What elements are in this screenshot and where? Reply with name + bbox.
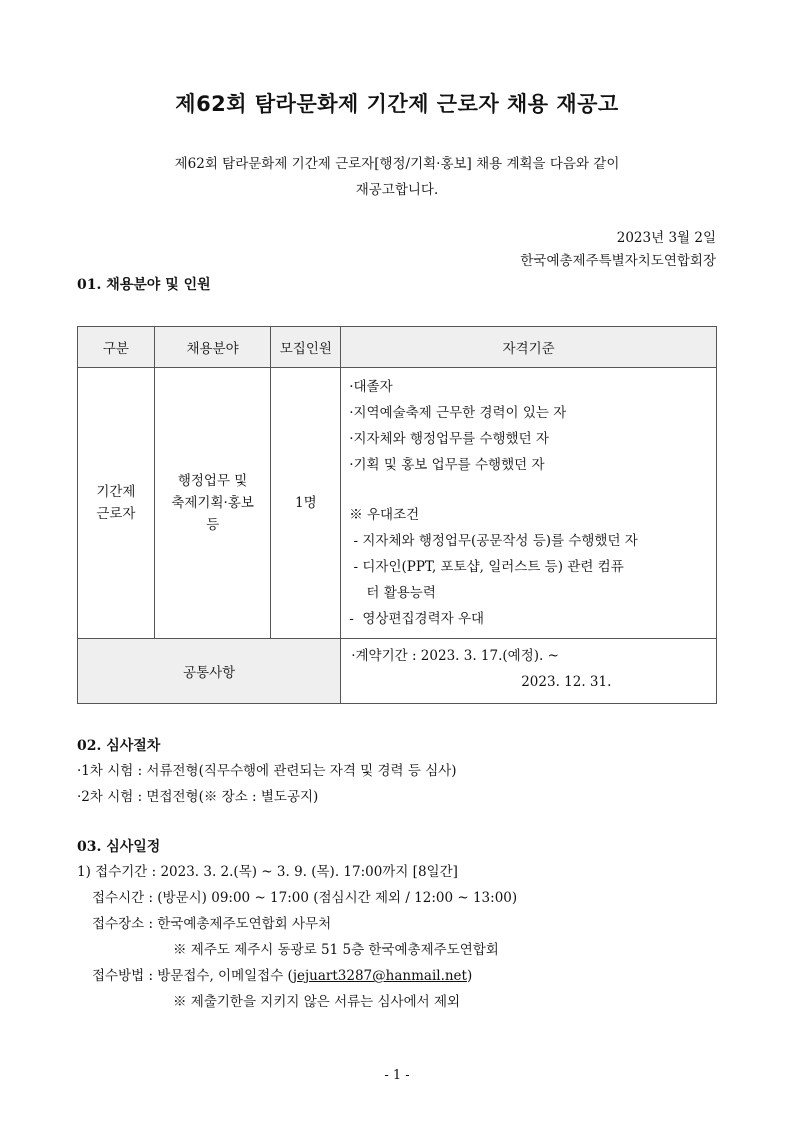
field-line: 등 xyxy=(206,517,220,533)
preference-item: 터 활용능력 xyxy=(349,585,436,601)
field-line: 행정업무 및 xyxy=(177,473,248,489)
contract-period-line: ·계약기간 : 2023. 3. 17.(예정). ~ xyxy=(351,648,559,664)
table-row xyxy=(78,368,717,639)
headcount-cell: 1명 xyxy=(271,368,341,639)
criteria-item: ·기획 및 홍보 업무를 수행했던 자 xyxy=(349,457,545,473)
application-time: 접수시간 : (방문시) 09:00 ~ 17:00 (점심시간 제외 / 12:00 ~ 13:00) xyxy=(92,890,518,906)
issuer-org: 한국예총제주특별자치도연합회장 xyxy=(520,253,716,269)
page-number: - 1 - xyxy=(384,1068,410,1083)
email-link[interactable]: jejuart3287@hanmail.net xyxy=(292,968,467,984)
table-header-row xyxy=(78,327,717,368)
common-label-cell: 공통사항 xyxy=(78,639,341,704)
intro-paragraph xyxy=(110,151,684,203)
criteria-item: ·대졸자 xyxy=(349,379,393,395)
application-place-note: ※ 제주도 제주시 동광로 51 5층 한국예총제주도연합회 xyxy=(173,942,499,958)
application-method-note: ※ 제출기한을 지키지 않은 서류는 심사에서 제외 xyxy=(173,994,461,1010)
table-header-cell: 모집인원 xyxy=(271,327,341,368)
preference-item: - 영상편집경력자 우대 xyxy=(349,611,485,627)
field-line: 축제기획·홍보 xyxy=(171,495,254,511)
section-heading-2: 02. 심사절차 xyxy=(77,738,161,754)
preference-item: - 디자인(PPT, 포토샵, 일러스트 등) 관련 컴퓨 xyxy=(349,559,624,575)
method-suffix: ) xyxy=(466,968,473,984)
intro-line-1: 제62회 탐라문화제 기간제 근로자[행정/기획·홍보] 채용 계획을 다음와 같이 xyxy=(174,156,620,172)
table-row-common xyxy=(78,639,717,704)
table-header-cell: 자격기준 xyxy=(341,327,717,368)
section-heading-3: 03. 심사일정 xyxy=(77,839,161,855)
intro-line-2: 재공고합니다. xyxy=(355,182,439,198)
category-line: 근로자 xyxy=(96,506,136,522)
application-period: 1) 접수기간 : 2023. 3. 2.(목) ~ 3. 9. (목). 17:00까지 [8일간] xyxy=(77,864,458,880)
criteria-item: ·지자체와 행정업무를 수행했던 자 xyxy=(349,431,549,447)
criteria-item: ·지역예술축제 근무한 경력이 있는 자 xyxy=(349,405,567,421)
screening-step-1: ·1차 시험 : 서류전형(직무수행에 관련되는 자격 및 경력 등 심사) xyxy=(77,763,457,779)
field-cell xyxy=(154,368,271,639)
method-prefix: 접수방법 : 방문접수, 이메일접수 ( xyxy=(92,968,293,984)
application-place: 접수장소 : 한국예총제주도연합회 사무처 xyxy=(92,916,332,932)
category-line: 기간제 xyxy=(96,484,136,500)
criteria-cell xyxy=(341,368,717,639)
recruitment-table xyxy=(77,326,717,704)
common-value-cell xyxy=(341,639,717,704)
screening-step-2: ·2차 시험 : 면접전형(※ 장소 : 별도공지) xyxy=(77,789,319,805)
contract-period-end: 2023. 12. 31. xyxy=(521,674,612,690)
table-header-cell: 채용분야 xyxy=(154,327,271,368)
application-method xyxy=(92,964,472,984)
category-cell xyxy=(78,368,155,639)
notice-date: 2023년 3월 2일 xyxy=(616,230,716,246)
criteria-spacer xyxy=(349,478,712,502)
preference-title: ※ 우대조건 xyxy=(349,507,420,523)
section-heading-1: 01. 채용분야 및 인원 xyxy=(77,277,211,293)
page-title: 제62회 탐라문화제 기간제 근로자 채용 재공고 xyxy=(175,92,619,116)
preference-item: - 지자체와 행정업무(공문작성 등)를 수행했던 자 xyxy=(349,533,638,549)
table-header-cell: 구분 xyxy=(78,327,155,368)
